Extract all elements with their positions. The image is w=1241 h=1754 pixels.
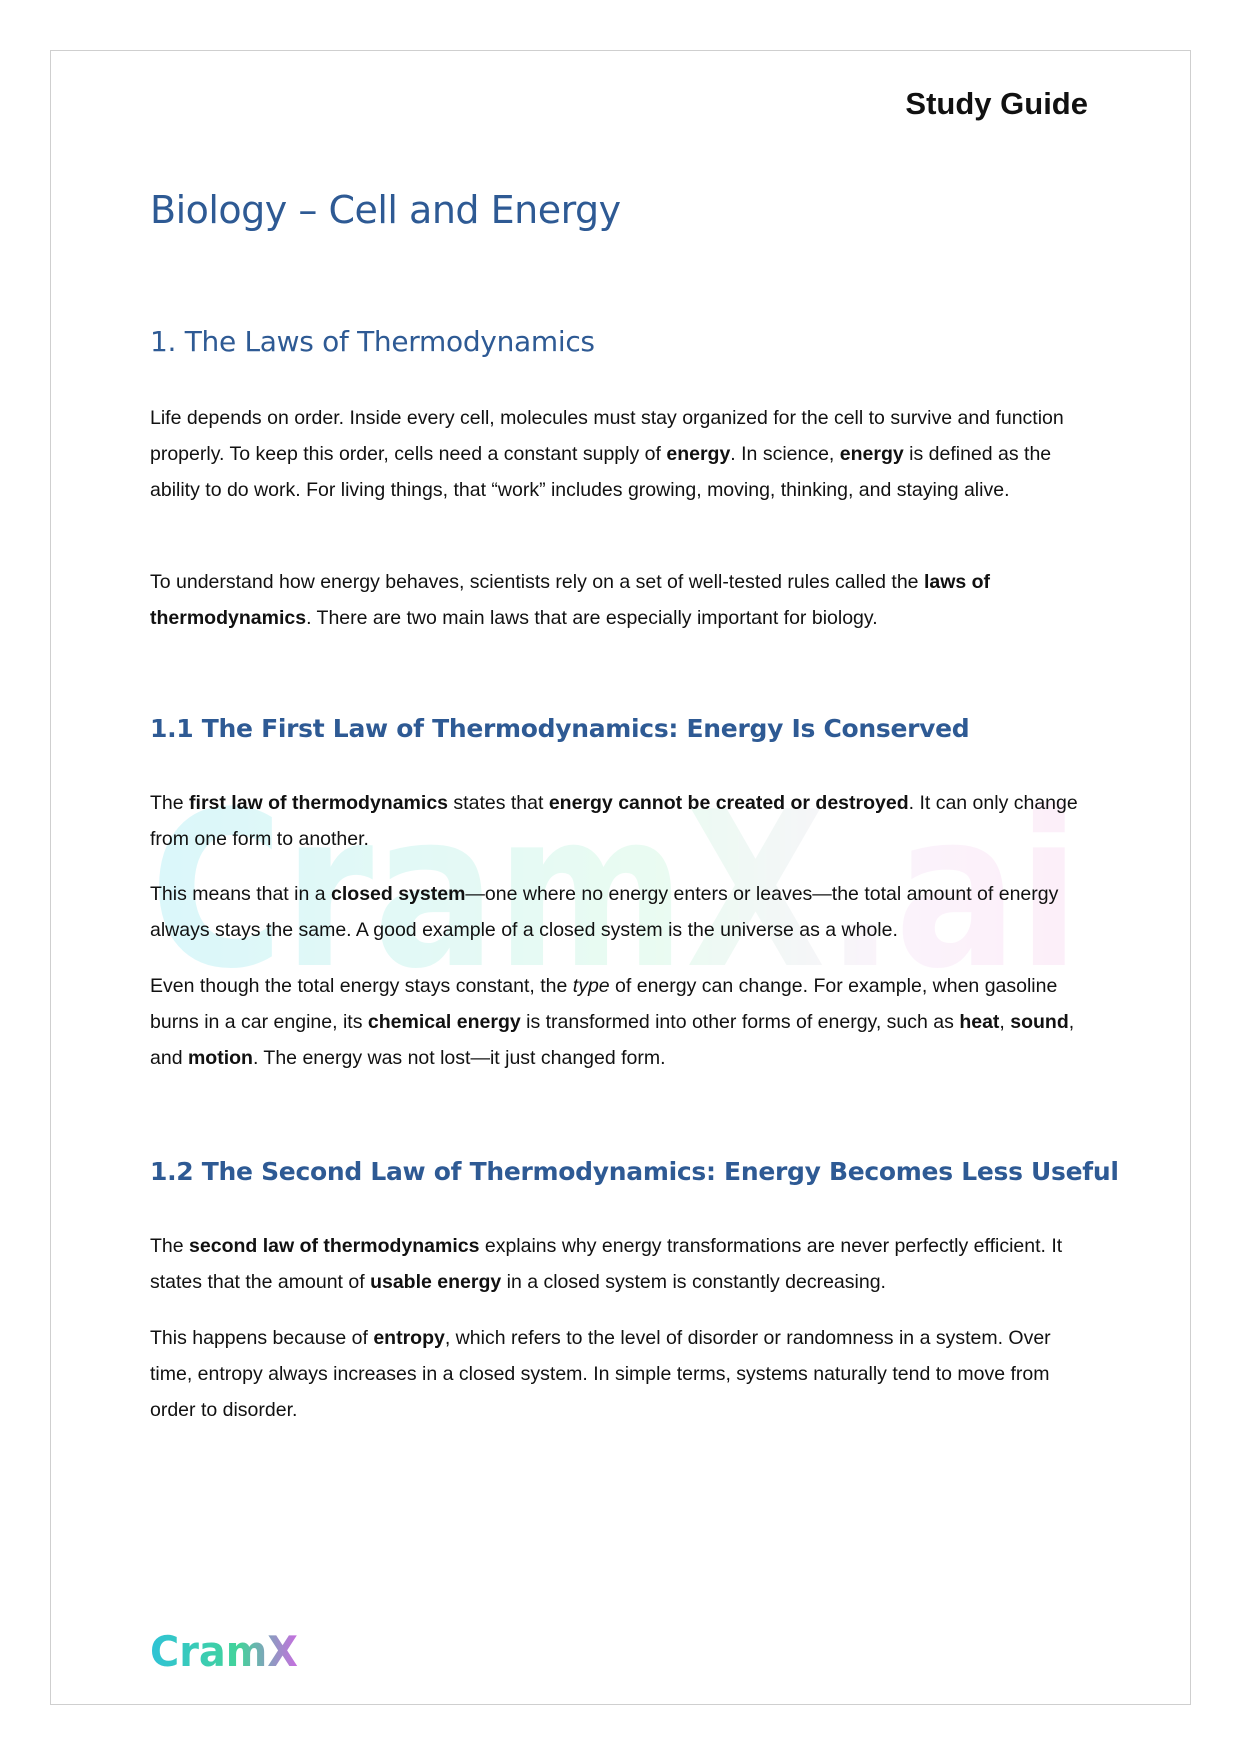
- document-title: Biology – Cell and Energy: [150, 188, 621, 232]
- section-1-2-heading: 1.2 The Second Law of Thermodynamics: Energy Becomes Less Useful: [150, 1157, 1119, 1186]
- section-1-2-paragraph-2: This happens because of entropy, which refers to the level of disorder or randomness in a system. Over time, entropy always increases in a closed system. In simple terms, systems naturally tend to move from order to disorder.: [150, 1327, 1051, 1421]
- section-1-paragraph-2: To understand how energy behaves, scientists rely on a set of well-tested rules called the laws of thermodynamics. There are two main laws that are especially important for biology.: [150, 571, 991, 629]
- section-1-1-paragraph-2: This means that in a closed system—one where no energy enters or leaves—the total amount of energy always stays the same. A good example of a closed system is the universe as a whole.: [150, 883, 1059, 941]
- cramx-logo: [150, 1622, 300, 1678]
- section-1-heading: 1. The Laws of Thermodynamics: [150, 325, 595, 358]
- section-1-1-paragraph-1: The first law of thermodynamics states that energy cannot be created or destroyed. It can only change from one form to another.: [150, 792, 1078, 850]
- section-1-1-heading: 1.1 The First Law of Thermodynamics: Energy Is Conserved: [150, 714, 970, 743]
- logo-text: CramX: [150, 1627, 298, 1676]
- section-1-paragraph-1: Life depends on order. Inside every cell, molecules must stay organized for the cell to survive and function properly. To keep this order, cells need a constant supply of energy. In science, energy is defined as the ability to do work. For living things, that “work” includes growing, moving, thinking, and staying alive.: [150, 407, 1064, 501]
- section-1-2-paragraph-1: The second law of thermodynamics explains why energy transformations are never perfectly efficient. It states that the amount of usable energy in a closed system is constantly decreasing.: [150, 1235, 1063, 1293]
- header-study-guide: Study Guide: [905, 86, 1088, 121]
- watermark-text: CramX.ai: [150, 765, 1080, 990]
- section-1-1-paragraph-3: Even though the total energy stays constant, the type of energy can change. For example, when gasoline burns in a car engine, its chemical energy is transformed into other forms of energy, such as heat, sound, and motion. The energy was not lost—it just changed form.: [150, 975, 1075, 1069]
